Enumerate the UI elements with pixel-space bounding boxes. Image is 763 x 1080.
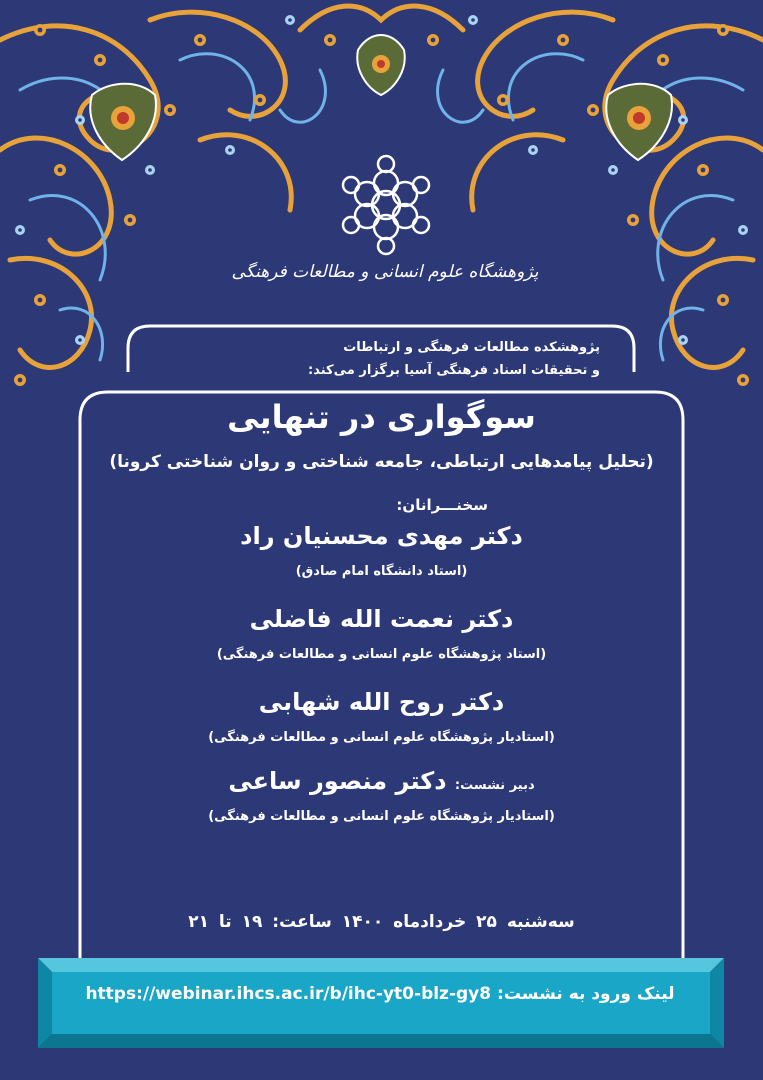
speaker-affiliation: (استادیار پژوهشگاه علوم انسانی و مطالعات فرهنگی) xyxy=(208,730,555,745)
event-content xyxy=(80,390,683,824)
link-label: لینک ورود به نشست: xyxy=(497,984,675,1004)
moderator-row xyxy=(80,767,683,795)
institute-name: پژوهشگاه علوم انسانی و مطالعات فرهنگی xyxy=(231,262,539,282)
event-subtitle: (تحلیل پیامدهایی ارتباطی، جامعه شناختی و روان شناختی کرونا) xyxy=(109,452,654,472)
link-url[interactable]: https://webinar.ihcs.ac.ir/b/ihc-yt0-blz-gy8 xyxy=(85,984,492,1004)
event-title: سوگواری در تنهایی xyxy=(227,398,536,436)
speaker-name: دکتر نعمت الله فاضلی xyxy=(249,605,514,633)
moderator-name: دکتر منصور ساعی xyxy=(228,767,447,795)
webinar-link[interactable] xyxy=(60,984,700,1004)
moderator-affiliation: (استادیار پژوهشگاه علوم انسانی و مطالعات فرهنگی) xyxy=(208,809,555,824)
speaker-name: دکتر روح الله شهابی xyxy=(258,688,505,716)
speaker-affiliation: (استاد دانشگاه امام صادق) xyxy=(295,564,468,579)
speakers-label: سخنـــرانان: xyxy=(396,496,488,514)
moderator-label: دبیر نشست: xyxy=(454,778,535,793)
speaker-affiliation: (استاد پژوهشگاه علوم انسانی و مطالعات فرهنگی) xyxy=(216,647,547,662)
speaker-name: دکتر مهدی محسنیان راد xyxy=(240,522,523,550)
event-datetime: سه‌شنبه ۲۵ خردادماه ۱۴۰۰ ساعت: ۱۹ تا ۲۱ xyxy=(188,912,575,932)
organizers-text: پژوهشکده مطالعات فرهنگی و ارتباطات و تحقیقات اسناد فرهنگی آسیا برگزار می‌کند: xyxy=(308,340,600,378)
